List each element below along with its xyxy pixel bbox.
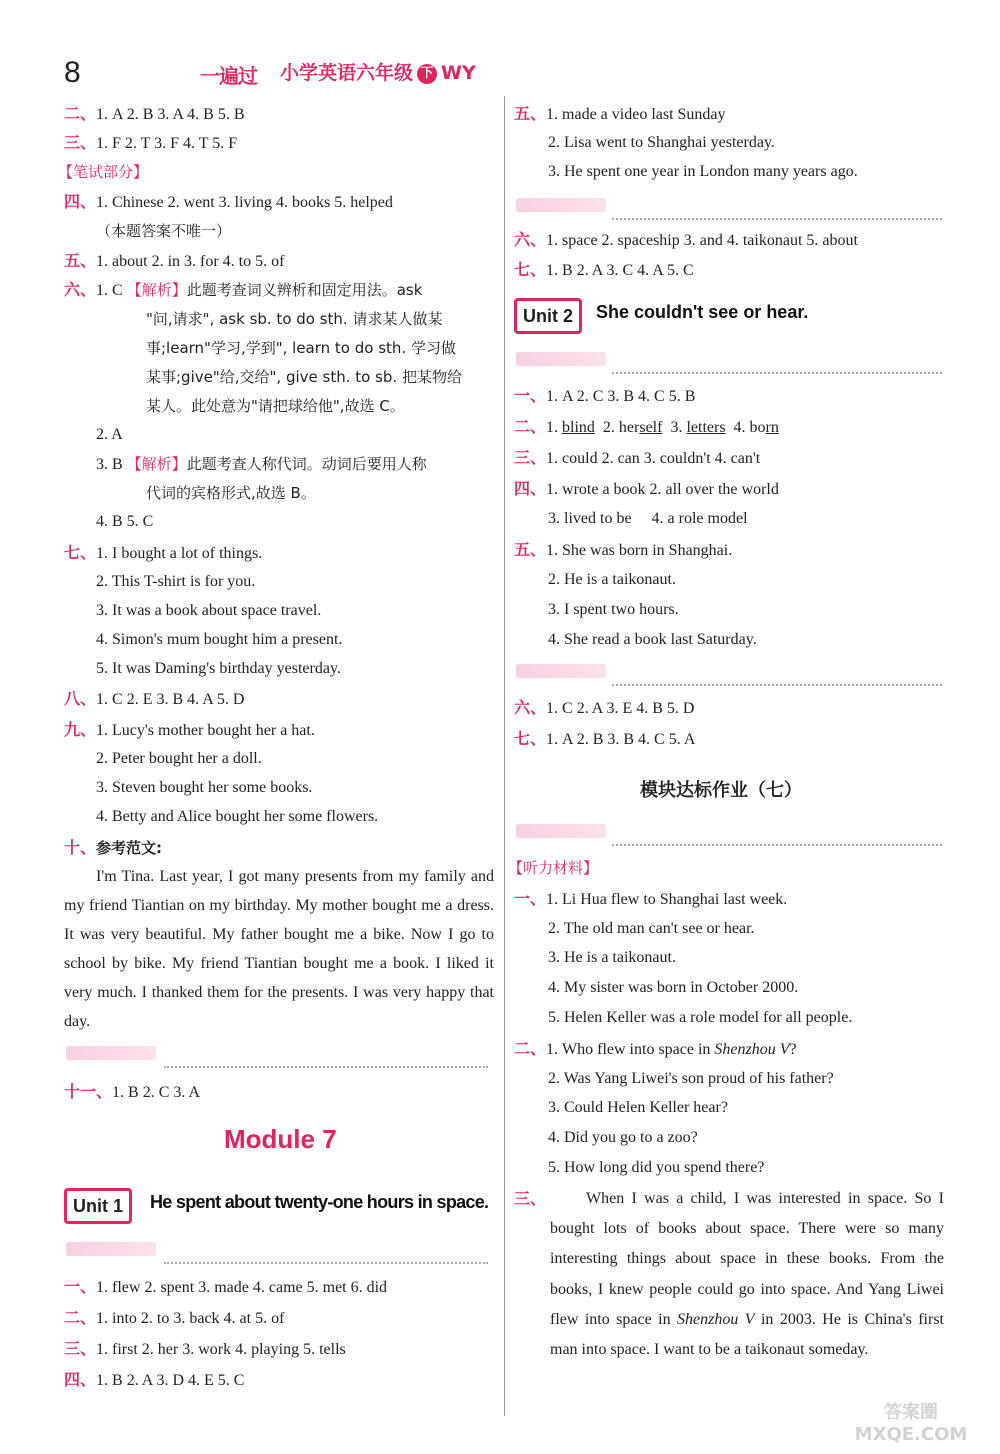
- answer-text: 1. Li Hua flew to Shanghai last week.: [546, 891, 788, 908]
- answer-line: [514, 448, 760, 469]
- answer-text: 1. A 2. B 3. A 4. B 5. B: [96, 106, 245, 123]
- answer-text: 5. It was Daming's birthday yesterday.: [96, 660, 341, 677]
- answer-line: [64, 280, 422, 301]
- faded-stamp: [516, 824, 606, 838]
- answer-line: [514, 260, 694, 281]
- answer-text: 3. Steven bought her some books.: [96, 779, 313, 796]
- question-number: 六、: [514, 230, 547, 249]
- dotted-divider: [612, 670, 942, 686]
- question-number: 三、: [64, 133, 97, 152]
- answer-line: [96, 221, 231, 242]
- answer-text: 2. This T-shirt is for you.: [96, 573, 256, 590]
- section-label: [508, 858, 598, 879]
- answer-text: 5. Helen Keller was a role model for all people.: [548, 1009, 853, 1026]
- answer-text: 1. could 2. can 3. couldn't 4. can't: [546, 450, 761, 467]
- faded-stamp: [516, 352, 606, 366]
- answer-line: [514, 540, 732, 561]
- unit-badge: Unit 2: [514, 298, 582, 334]
- question-number: 三、: [64, 1339, 97, 1358]
- answer-line: [514, 1039, 797, 1060]
- answer-text: 1. B 2. A 3. D 4. E 5. C: [96, 1372, 245, 1389]
- passage-text: When I was a child, I was interested in space. So I bought lots of books about space. There were so many interesting things about space in these books. From the books, I knew people could go into space. And Yang Liwei flew into space in: [550, 1190, 944, 1328]
- page-header: [64, 56, 960, 90]
- question-number: 五、: [514, 104, 547, 123]
- section-label-text: 【笔试部分】: [58, 163, 149, 181]
- answer-text: 2. Was Yang Liwei's son proud of his father?: [548, 1070, 834, 1087]
- analysis-text: 某人。此处意为"请把球给他",故选 C。: [146, 397, 405, 415]
- column-divider: [504, 96, 505, 1416]
- answer-text: 5. How long did you spend there?: [548, 1159, 765, 1176]
- question-number: 十、: [64, 838, 97, 857]
- answer-line: [64, 192, 393, 213]
- question-number: 二、: [514, 1039, 547, 1058]
- unit-badge: Unit 1: [64, 1188, 132, 1224]
- question-number: 二、: [514, 417, 547, 436]
- header-title-text: 小学英语六年级: [280, 62, 414, 84]
- answer-text: 1. B 2. C 3. A: [112, 1084, 201, 1101]
- answer-text: 1. Who flew into space in: [546, 1041, 715, 1058]
- analysis-text: 此题考查人称代词。动词后要用人称: [186, 455, 427, 473]
- question-number: 四、: [64, 1370, 97, 1389]
- answer-line: [64, 838, 162, 859]
- question-number: 九、: [64, 720, 97, 739]
- answer-text: 2. A: [96, 426, 123, 443]
- answer-line: [64, 543, 262, 564]
- section-label: [58, 162, 148, 183]
- answer-text: 1. She was born in Shanghai.: [546, 542, 733, 559]
- answer-text: 2. He is a taikonaut.: [548, 571, 676, 588]
- answer-text: 1. wrote a book 2. all over the world: [546, 481, 779, 498]
- question-number: 一、: [514, 386, 547, 405]
- question-number: 三、: [514, 448, 547, 467]
- passage-text: in 2003. He is China's first man into space. I want to be a taikonaut someday.: [550, 1310, 944, 1359]
- sample-essay: I'm Tina. Last year, I got many presents from my family and my friend Tiantian on my birthday. My mother bought me a dress. It was very beautiful. My father bought me a bike. Now I go to school by bike. My friend Tiantian bought me a book. I liked it very much. I thanked them for the presents. I was very happy that day.: [64, 868, 494, 1030]
- answer-text: 3. B: [96, 456, 123, 473]
- answer-text: 4. B 5. C: [96, 513, 154, 530]
- answer-line: [514, 698, 694, 719]
- answer-text: 2. her: [602, 419, 640, 436]
- brand-logo: 一遍过: [200, 64, 257, 88]
- answer-line: [514, 417, 779, 438]
- faded-stamp: [66, 1242, 156, 1256]
- analysis-tag: 【解析】: [126, 455, 187, 473]
- section-title: 模块达标作业（七）: [640, 780, 802, 801]
- answer-text: 4. Did you go to a zoo?: [548, 1129, 698, 1146]
- answer-text: 1. flew 2. spent 3. made 4. came 5. met 6. did: [96, 1279, 388, 1296]
- answer-text: ?: [789, 1041, 797, 1058]
- page-number: 8: [64, 56, 81, 89]
- question-number: 六、: [64, 280, 97, 299]
- answer-line: [64, 133, 237, 154]
- answer-text: 1. first 2. her 3. work 4. playing 5. tells: [96, 1341, 346, 1358]
- answer-text: 1. made a video last Sunday: [546, 106, 726, 123]
- question-number: 七、: [514, 729, 547, 748]
- answer-text: 3. I spent two hours.: [548, 601, 679, 618]
- answer-line: [514, 479, 779, 500]
- dotted-divider: [612, 204, 942, 220]
- underlined-letters: letters: [686, 419, 726, 436]
- italic-text: Shenzhou V: [677, 1310, 755, 1328]
- faded-stamp: [516, 664, 606, 678]
- answer-line: [64, 1277, 387, 1298]
- answer-text: 3. He spent one year in London many years ago.: [548, 163, 858, 180]
- answer-text: 4. Simon's mum bought him a present.: [96, 631, 343, 648]
- answer-line: [514, 729, 695, 750]
- answer-line: [64, 720, 315, 741]
- header-title: [280, 58, 476, 85]
- italic-text: Shenzhou V: [714, 1041, 790, 1058]
- answer-text: 1. into 2. to 3. back 4. at 5. of: [96, 1310, 285, 1327]
- answer-text: 4. My sister was born in October 2000.: [548, 979, 799, 996]
- question-number: 二、: [64, 104, 97, 123]
- answer-text: 1. space 2. spaceship 3. and 4. taikonaut 5. about: [546, 232, 858, 249]
- question-number: 二、: [64, 1308, 97, 1327]
- analysis-text: 事;learn"学习,学到", learn to do sth. 学习做: [146, 339, 456, 357]
- answer-line: [64, 1082, 200, 1103]
- analysis-text: 代词的宾格形式,故选 B。: [146, 484, 316, 502]
- answer-text: 4. bo: [733, 419, 766, 436]
- answer-text: 1. about 2. in 3. for 4. to 5. of: [96, 253, 285, 270]
- answer-text: 1. F 2. T 3. F 4. T 5. F: [96, 135, 238, 152]
- answer-text: 1. Lucy's mother bought her a hat.: [96, 722, 315, 739]
- answer-text: 1.: [546, 419, 563, 436]
- answer-text: 3. Could Helen Keller hear?: [548, 1099, 728, 1116]
- answer-text: （本题答案不唯一）: [96, 222, 232, 240]
- module-title: Module 7: [224, 1124, 337, 1154]
- answer-text: 1. C: [96, 282, 123, 299]
- question-number: 四、: [64, 192, 97, 211]
- answer-text: 3. He is a taikonaut.: [548, 949, 676, 966]
- unit-title: She couldn't see or hear.: [596, 302, 809, 322]
- answer-line: [514, 889, 787, 910]
- faded-stamp: [66, 1046, 156, 1060]
- question-number: 七、: [64, 543, 97, 562]
- watermark: 答案圈 MXQE.COM: [854, 1402, 968, 1445]
- answer-text: 2. Peter bought her a doll.: [96, 750, 262, 767]
- listening-passage: [550, 1184, 944, 1365]
- answer-text: 2. The old man can't see or hear.: [548, 920, 755, 937]
- answer-text: 1. Chinese 2. went 3. living 4. books 5. helped: [96, 194, 393, 211]
- question-number: 五、: [64, 251, 97, 270]
- answer-text: 4. She read a book last Saturday.: [548, 631, 757, 648]
- answer-line: [96, 454, 427, 475]
- question-number: 八、: [64, 689, 97, 708]
- unit-title: He spent about twenty-one hours in space.: [150, 1192, 489, 1212]
- analysis-text: "问,请求", ask sb. to do sth. 请求某人做某: [146, 310, 443, 328]
- answer-text: 3. lived to be 4. a role model: [548, 510, 748, 527]
- answer-line: [514, 386, 695, 407]
- question-number: 五、: [514, 540, 547, 559]
- question-number: 一、: [514, 889, 547, 908]
- answer-text: 2. Lisa went to Shanghai yesterday.: [548, 134, 775, 151]
- question-number: 十一、: [64, 1082, 113, 1101]
- question-number: 四、: [514, 479, 547, 498]
- question-number: 三、: [514, 1189, 547, 1208]
- answer-text: 1. C 2. A 3. E 4. B 5. D: [546, 700, 695, 717]
- analysis-text: 此题考查词义辨析和固定用法。ask: [186, 281, 423, 299]
- question-number: 六、: [514, 698, 547, 717]
- unit-header: [514, 298, 954, 332]
- dotted-divider: [164, 1052, 488, 1068]
- analysis-tag: 【解析】: [126, 281, 187, 299]
- faded-stamp: [516, 198, 606, 212]
- answer-line: [64, 251, 284, 272]
- dotted-divider: [612, 358, 942, 374]
- question-label: [514, 1189, 546, 1210]
- answer-text: 1. I bought a lot of things.: [96, 545, 263, 562]
- answer-text: 3. It was a book about space travel.: [96, 602, 322, 619]
- underlined-letters: rn: [765, 419, 779, 436]
- essay-label: 参考范文:: [96, 839, 163, 857]
- question-number: 一、: [64, 1277, 97, 1296]
- answer-text: 3.: [670, 419, 687, 436]
- underlined-letters: blind: [562, 419, 595, 436]
- answer-text: 4. Betty and Alice bought her some flowers.: [96, 808, 379, 825]
- header-edition: WY: [441, 62, 476, 84]
- dotted-divider: [612, 830, 942, 846]
- answer-line: [64, 1308, 284, 1329]
- answer-line: [64, 689, 244, 710]
- answer-text: 1. B 2. A 3. C 4. A 5. C: [546, 262, 694, 279]
- unit-header: [64, 1188, 496, 1222]
- answer-line: [514, 104, 726, 125]
- answer-text: 1. A 2. C 3. B 4. C 5. B: [546, 388, 696, 405]
- analysis-text: 某事;give"给,交给", give sth. to sb. 把某物给: [146, 368, 462, 386]
- answer-text: 1. C 2. E 3. B 4. A 5. D: [96, 691, 245, 708]
- answer-line: [64, 1370, 244, 1391]
- header-badge: 下: [417, 64, 437, 84]
- answer-text: 1. A 2. B 3. B 4. C 5. A: [546, 731, 696, 748]
- answer-line: [514, 230, 858, 251]
- answer-line: [64, 1339, 346, 1360]
- dotted-divider: [164, 1248, 488, 1264]
- question-number: 七、: [514, 260, 547, 279]
- answer-line: [64, 104, 245, 125]
- section-label-text: 【听力材料】: [508, 859, 599, 877]
- underlined-letters: self: [639, 419, 663, 436]
